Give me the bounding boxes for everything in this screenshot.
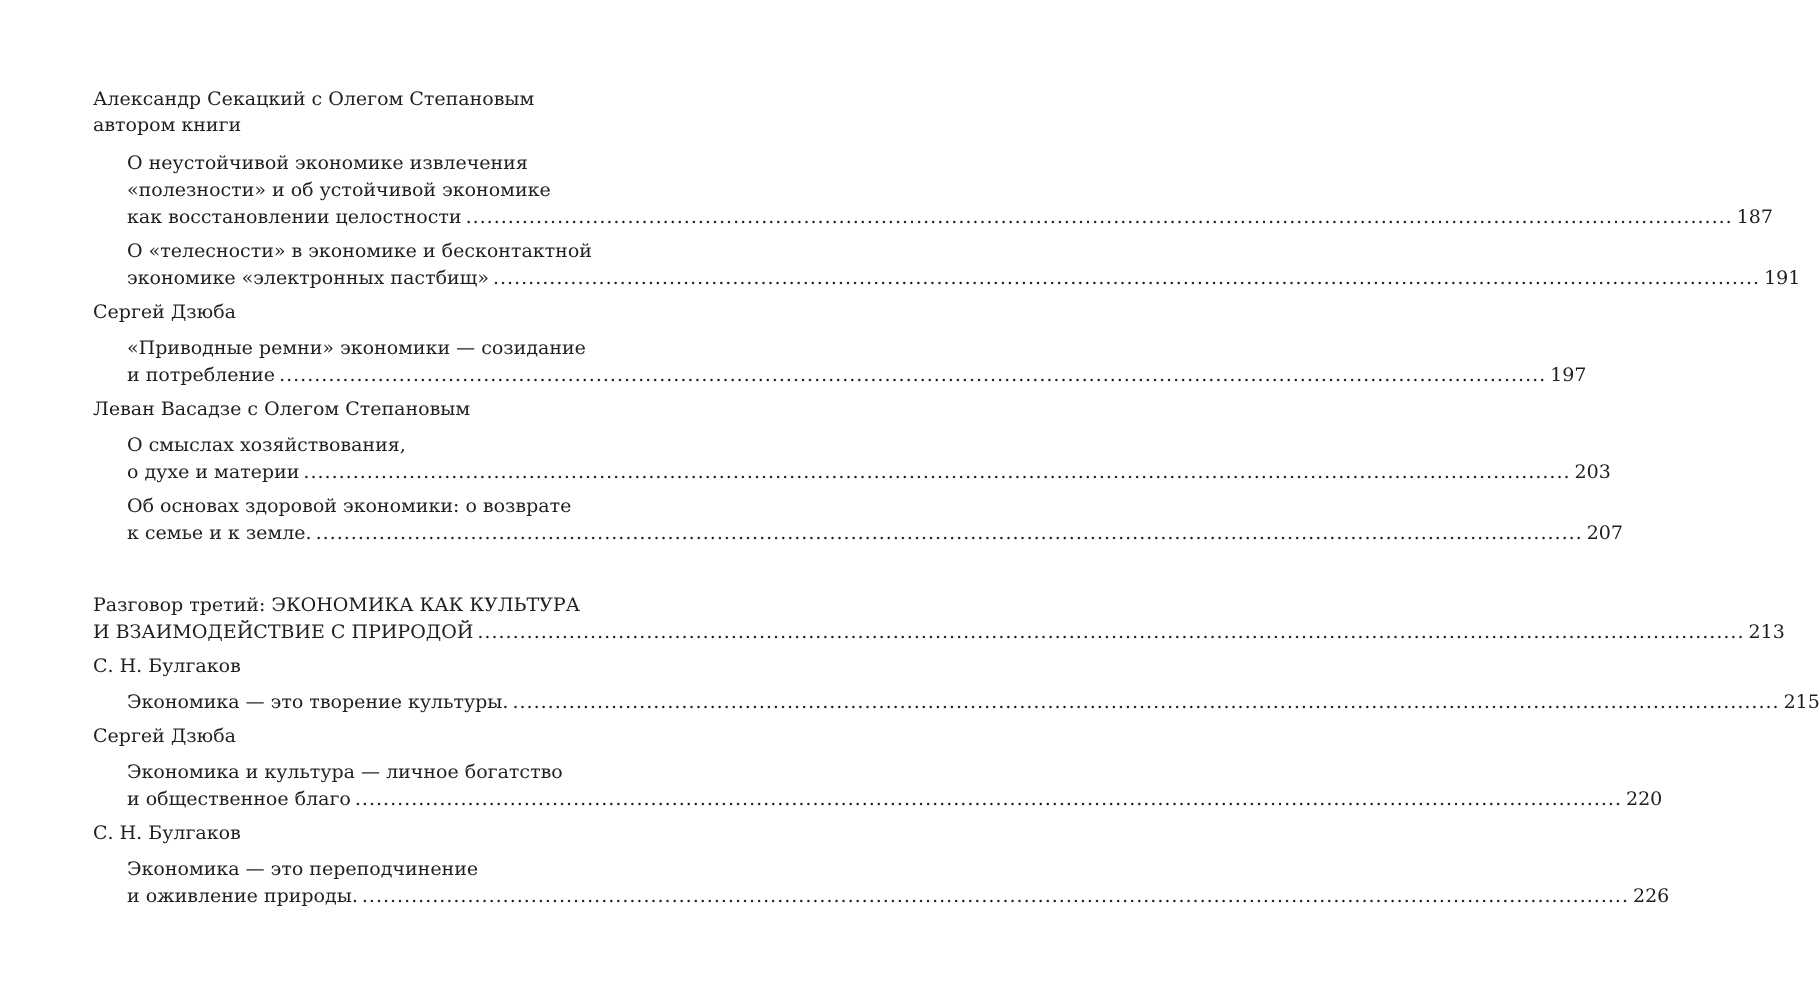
entry-1-line-2: «полезности» и об устойчивой экономике xyxy=(127,179,551,201)
entry-1-page: 187 xyxy=(1736,206,1773,228)
entry-3-leader xyxy=(279,361,1546,389)
entry-8-line-1: Экономика — это переподчинение xyxy=(127,858,479,880)
author-dzyuba-2: Сергей Дзюба xyxy=(93,725,236,747)
entry-2-line-1: О «телесности» в экономике и бесконтактной xyxy=(127,240,592,262)
entry-3-page: 197 xyxy=(1550,364,1587,386)
entry-4-leader xyxy=(303,458,1570,486)
entry-3-line-2[interactable] xyxy=(0,361,1587,389)
entry-4-line-2[interactable] xyxy=(0,458,1611,486)
entry-6-line-1[interactable] xyxy=(0,688,1820,716)
entry-5-title-end: к семье и к земле. xyxy=(127,522,312,544)
entry-7-page: 220 xyxy=(1626,788,1663,810)
author-bulgakov-1: С. Н. Булгаков xyxy=(93,655,241,677)
entry-2-line-2[interactable] xyxy=(0,264,1801,292)
author-sekatsky-cont: автором книги xyxy=(93,114,242,136)
entry-3-line-1: «Приводные ремни» экономики — созидание xyxy=(127,337,586,359)
entry-6-page: 215 xyxy=(1783,691,1820,713)
entry-2-title-end: экономике «электронных пастбищ» xyxy=(127,267,489,289)
entry-7-leader xyxy=(355,785,1622,813)
author-dzyuba-1: Сергей Дзюба xyxy=(93,301,236,323)
section-3-leader xyxy=(477,618,1744,646)
entry-4-line-1: О смыслах хозяйствования, xyxy=(127,434,406,456)
entry-5-page: 207 xyxy=(1586,522,1623,544)
entry-1-leader xyxy=(466,203,1733,231)
entry-8-line-2[interactable] xyxy=(0,882,1670,910)
entry-7-line-1: Экономика и культура — личное богатство xyxy=(127,761,563,783)
entry-4-page: 203 xyxy=(1574,461,1611,483)
entry-8-page: 226 xyxy=(1632,885,1670,907)
author-vasadze: Леван Васадзе с Олегом Степановым xyxy=(93,398,471,420)
section-3-line-1: Разговор третий: ЭКОНОМИКА КАК КУЛЬТУРА xyxy=(93,594,581,616)
entry-2-leader xyxy=(493,264,1760,292)
entry-7-title-end: и общественное благо xyxy=(127,788,351,810)
entry-6-leader xyxy=(512,688,1779,716)
author-bulgakov-2: С. Н. Булгаков xyxy=(93,822,241,844)
entry-4-title-end: о духе и материи xyxy=(127,461,300,483)
entry-2-page: 191 xyxy=(1764,267,1801,289)
entry-1-line-3[interactable] xyxy=(0,203,1773,231)
entry-1-line-1: О неустойчивой экономике извлечения xyxy=(127,152,528,174)
section-3-page: 213 xyxy=(1748,621,1785,643)
entry-1-title-end: как восстановлении целостности xyxy=(127,206,462,228)
entry-5-line-2[interactable] xyxy=(0,519,1623,547)
entry-8-leader xyxy=(362,882,1629,910)
entry-5-leader xyxy=(316,519,1583,547)
entry-7-line-2[interactable] xyxy=(0,785,1663,813)
entry-6-title: Экономика — это творение культуры. xyxy=(127,691,509,713)
section-3-line-2[interactable] xyxy=(0,618,1785,646)
entry-5-line-1: Об основах здоровой экономики: о возврате xyxy=(127,495,572,517)
section-3-title-end: И ВЗАИМОДЕЙСТВИЕ С ПРИРОДОЙ xyxy=(93,621,474,643)
author-sekatsky: Александр Секацкий с Олегом Степановым xyxy=(93,88,535,110)
entry-3-title-end: и потребление xyxy=(127,364,276,386)
entry-8-title-end: и оживление природы. xyxy=(127,885,358,907)
